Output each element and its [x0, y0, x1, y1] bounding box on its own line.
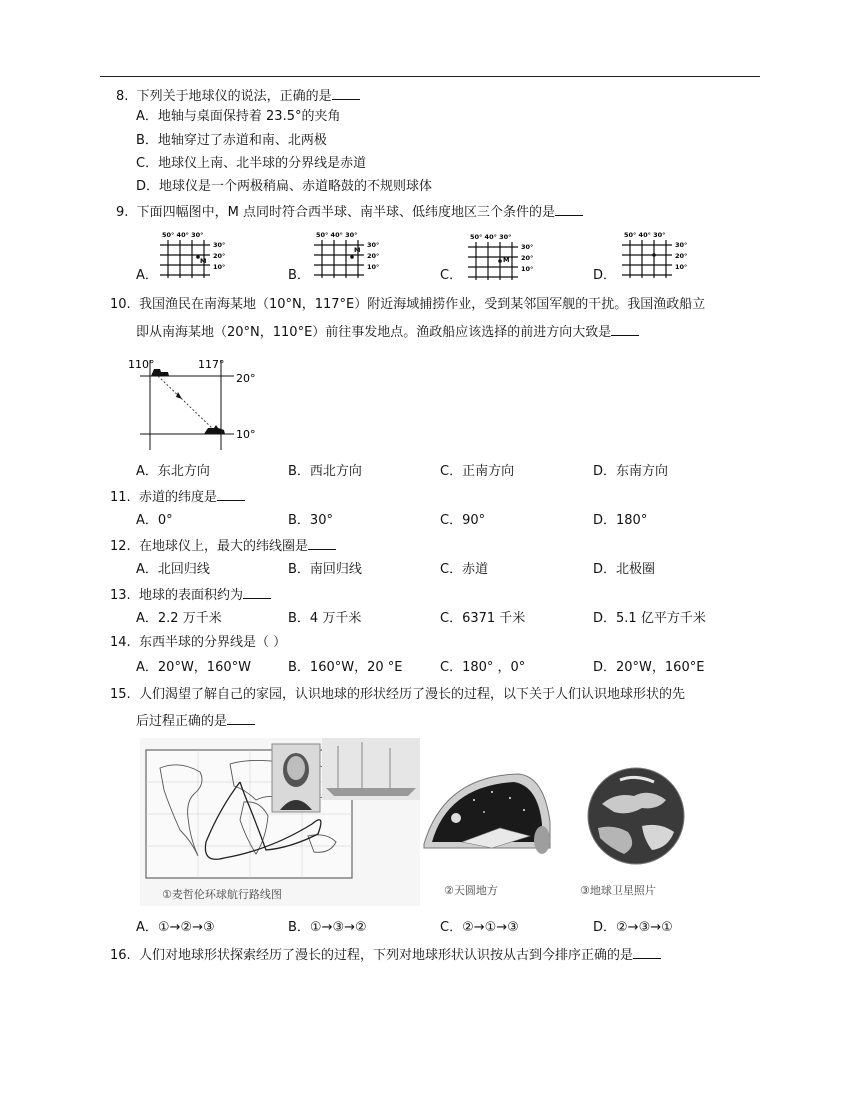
question-text: 地球的表面积约为: [138, 588, 243, 603]
q11-option-d[interactable]: D．180°: [593, 513, 648, 528]
q9-option-a[interactable]: A．: [136, 268, 158, 283]
answer-blank: [611, 322, 639, 336]
question-number: 16.: [110, 948, 131, 963]
q15-option-a[interactable]: A．①→②→③: [136, 920, 215, 935]
grid-figure-c: [466, 232, 536, 280]
answer-blank: [243, 585, 271, 599]
q10-option-d[interactable]: D．东南方向: [593, 464, 669, 479]
question-text: 赤道的纬度是: [138, 490, 217, 505]
svg-text:30°: 30°: [521, 243, 534, 251]
svg-text:10°: 10°: [675, 263, 688, 271]
q8-option-c[interactable]: C．地球仪上南、北半球的分界线是赤道: [136, 156, 367, 171]
svg-text:M: M: [503, 256, 510, 264]
question-9-stem: [116, 202, 583, 222]
question-number: 9.: [116, 205, 129, 220]
svg-text:M: M: [200, 257, 207, 265]
question-number: 11.: [110, 490, 131, 505]
question-14-stem: [110, 634, 286, 652]
question-15-stem-cont: 后过程正确的是: [136, 711, 255, 731]
q8-option-a[interactable]: A．地轴与桌面保持着 23.5°的夹角: [136, 109, 341, 124]
q11-option-c[interactable]: C．90°: [440, 513, 486, 528]
q11-option-a[interactable]: A．0°: [136, 513, 173, 528]
ship-icon: [151, 369, 169, 376]
svg-text:10°: 10°: [367, 263, 380, 271]
question-text: 在地球仪上，最大的纬线圈是: [138, 539, 308, 554]
question-text: 我国渔民在南海某地（10°N，117°E）附近海域捕捞作业，受到某邻国军舰的干扰。我国渔政船立: [138, 297, 706, 312]
question-8-stem: [116, 86, 360, 106]
grid-figure-d: [620, 230, 690, 278]
q8-option-b[interactable]: B．地轴穿过了赤道和南、北两极: [136, 133, 327, 148]
svg-text:10°: 10°: [213, 263, 226, 271]
q14-option-d[interactable]: D．20°W，160°E: [593, 660, 705, 675]
question-11-stem: [110, 487, 245, 507]
question-10-stem-cont: 即从南海某地（20°N，110°E）前往事发地点。渔政船应该选择的前进方向大致是: [136, 322, 639, 342]
svg-text:30°: 30°: [367, 241, 380, 249]
svg-text:M: M: [354, 246, 361, 254]
svg-text:②天圆地方: ②天圆地方: [444, 884, 498, 897]
q14-option-b[interactable]: B．160°W，20 °E: [288, 660, 403, 675]
q12-option-b[interactable]: B．南回归线: [288, 562, 362, 577]
point-m: [498, 259, 502, 263]
q15-option-c[interactable]: C．②→①→③: [440, 920, 519, 935]
svg-text:30°: 30°: [213, 241, 226, 249]
svg-text:117°: 117°: [198, 358, 225, 371]
svg-text:50° 40° 30°: 50° 40° 30°: [624, 231, 666, 239]
question-number: 12.: [110, 539, 131, 554]
magellan-route-map: [140, 738, 422, 908]
q13-option-d[interactable]: D．5.1 亿平方千米: [593, 611, 706, 626]
q9-option-b[interactable]: B．: [288, 268, 310, 283]
svg-text:20°: 20°: [521, 254, 534, 262]
point-m: [350, 255, 354, 259]
q12-option-a[interactable]: A．北回归线: [136, 562, 210, 577]
q10-option-c[interactable]: C．正南方向: [440, 464, 515, 479]
round-sky-square-earth-figure: [414, 762, 564, 902]
svg-text:10°: 10°: [236, 428, 256, 441]
svg-text:③地球卫星照片: ③地球卫星照片: [580, 884, 656, 897]
svg-text:30°: 30°: [675, 241, 688, 249]
svg-text:110°: 110°: [128, 358, 155, 371]
q12-option-d[interactable]: D．北极圈: [593, 562, 656, 577]
point-m: [652, 253, 656, 257]
grid-figure-a: [158, 230, 228, 278]
question-number: 13.: [110, 588, 131, 603]
q13-option-a[interactable]: A．2.2 万千米: [136, 611, 222, 626]
svg-text:10°: 10°: [521, 265, 534, 273]
question-12-stem: [110, 536, 336, 556]
grid-figure-b: [312, 230, 382, 278]
svg-text:20°: 20°: [236, 372, 256, 385]
q8-option-d[interactable]: D．地球仪是一个两极稍扁、赤道略鼓的不规则球体: [136, 179, 433, 194]
svg-text:50° 40° 30°: 50° 40° 30°: [470, 233, 512, 241]
svg-text:①麦哲伦环球航行路线图: ①麦哲伦环球航行路线图: [162, 888, 282, 901]
question-15-stem: [110, 686, 685, 704]
q13-option-c[interactable]: C．6371 千米: [440, 611, 526, 626]
q10-map-figure: [126, 352, 266, 452]
question-text: 东西半球的分界线是（ ）: [138, 635, 287, 650]
answer-blank: [308, 536, 336, 550]
svg-text:20°: 20°: [367, 252, 380, 260]
answer-blank: [633, 945, 661, 959]
q14-option-c[interactable]: C．180° ，0°: [440, 660, 526, 675]
svg-text:50° 40° 30°: 50° 40° 30°: [162, 231, 204, 239]
q10-option-b[interactable]: B．西北方向: [288, 464, 362, 479]
q15-option-d[interactable]: D．②→③→①: [593, 920, 673, 935]
q9-option-c[interactable]: C．: [440, 268, 463, 283]
answer-blank: [332, 86, 360, 100]
question-text: 下面四幅图中，M 点同时符合西半球、南半球、低纬度地区三个条件的是: [136, 205, 556, 220]
warship-icon: [204, 425, 225, 434]
q11-option-b[interactable]: B．30°: [288, 513, 333, 528]
question-10-stem: [110, 296, 705, 314]
svg-text:20°: 20°: [675, 252, 688, 260]
question-13-stem: [110, 585, 271, 605]
header-rule: [100, 76, 760, 77]
q15-option-b[interactable]: B．①→③→②: [288, 920, 367, 935]
question-number: 8.: [116, 89, 129, 104]
q14-option-a[interactable]: A．20°W，160°W: [136, 660, 251, 675]
answer-blank: [555, 202, 583, 216]
question-text: 人们渴望了解自己的家园，认识地球的形状经历了漫长的过程，以下关于人们认识地球形状的先: [138, 687, 685, 702]
svg-text:50° 40° 30°: 50° 40° 30°: [316, 231, 358, 239]
q12-option-c[interactable]: C．赤道: [440, 562, 489, 577]
question-number: 14.: [110, 635, 131, 650]
question-text: 人们对地球形状探索经历了漫长的过程，下列对地球形状认识按从古到今排序正确的是: [138, 948, 633, 963]
question-text: 下列关于地球仪的说法，正确的是: [136, 89, 332, 104]
answer-blank: [217, 487, 245, 501]
q9-option-d[interactable]: D．: [593, 268, 617, 283]
question-16-stem: [110, 945, 661, 965]
question-number: 15.: [110, 687, 131, 702]
q13-option-b[interactable]: B．4 万千米: [288, 611, 362, 626]
answer-blank: [227, 711, 255, 725]
question-number: 10.: [110, 297, 131, 312]
svg-text:20°: 20°: [213, 252, 226, 260]
q10-option-a[interactable]: A．东北方向: [136, 464, 210, 479]
earth-satellite-photo: [580, 766, 700, 902]
